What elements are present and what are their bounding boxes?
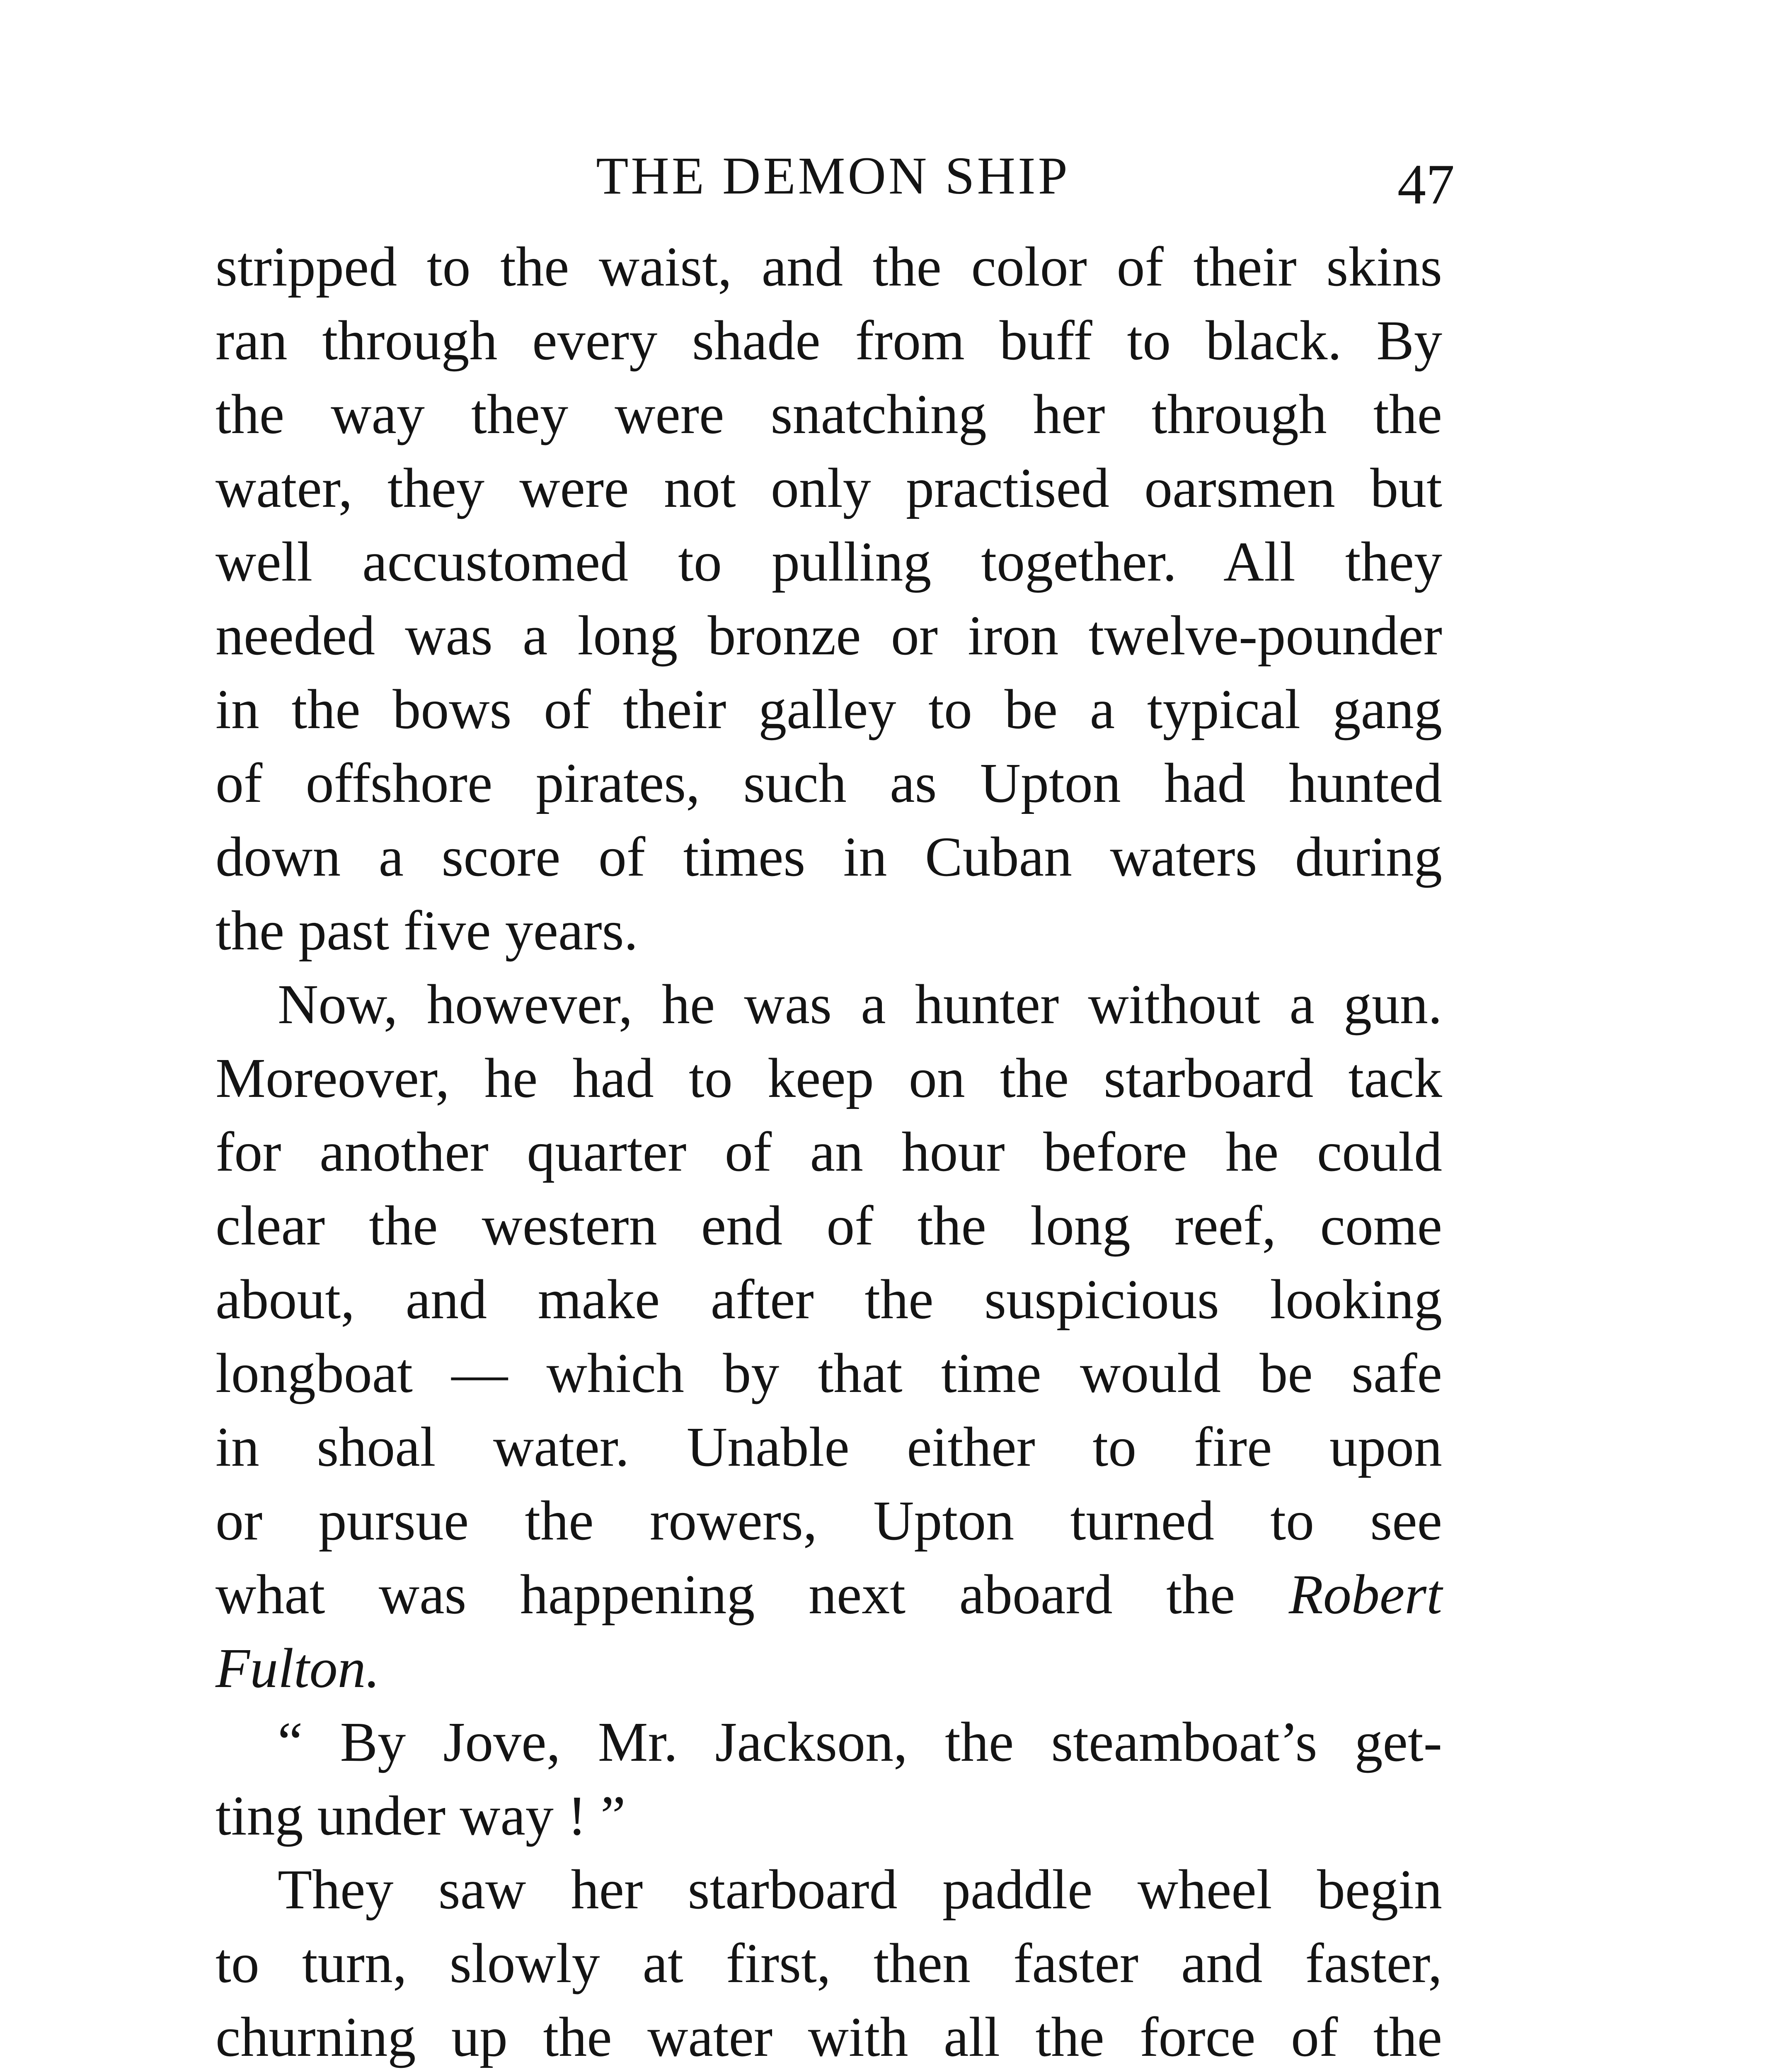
text-line: churning up the water with all the force of the [215,2006,1442,2068]
page-number: 47 [1397,152,1455,216]
text-line: “ By Jove, Mr. Jackson, the steamboat’s get- [278,1711,1442,1773]
text-line: in the bows of their galley to be a typical gang [215,678,1442,741]
text-line: Fulton. [215,1637,380,1699]
text-line: water, they were not only practised oarsmen but [215,457,1442,519]
text-line: needed was a long bronze or iron twelve-pounder [215,605,1442,667]
text-line: or pursue the rowers, Upton turned to see [215,1490,1442,1552]
text-line: well accustomed to pulling together. All they [215,531,1442,593]
text-line [215,1558,1442,1631]
text-line: down a score of times in Cuban waters during [215,826,1442,888]
text-line: of offshore pirates, such as Upton had hunted [215,752,1442,814]
text-line: to turn, slowly at first, then faster and faster, [215,1932,1442,1995]
page-header [215,137,1455,220]
text-line: the way they were snatching her through the [215,383,1442,445]
text-line: the past five years. [215,900,638,962]
body-text [215,230,1442,2072]
text-line: clear the western end of the long reef, come [215,1195,1442,1257]
text-segment: what was happening next aboard the [215,1564,1235,1626]
ship-name-italic: Robert [1288,1564,1442,1626]
text-line: They saw her starboard paddle wheel begin [278,1859,1442,1921]
running-head: THE DEMON SHIP [596,146,1070,205]
text-line: about, and make after the suspicious looking [215,1268,1442,1331]
text-line: ting under way ! ” [215,1785,626,1847]
text-line: for another quarter of an hour before he could [215,1121,1442,1183]
text-line: stripped to the waist, and the color of their skins [215,236,1442,298]
text-line: Now, however, he was a hunter without a gun. [278,973,1442,1036]
text-line: longboat — which by that time would be safe [215,1342,1442,1404]
text-line: Moreover, he had to keep on the starboard tack [215,1047,1442,1109]
text-line: in shoal water. Unable either to fire upon [215,1416,1442,1478]
text-line: ran through every shade from buff to black. By [215,310,1442,372]
